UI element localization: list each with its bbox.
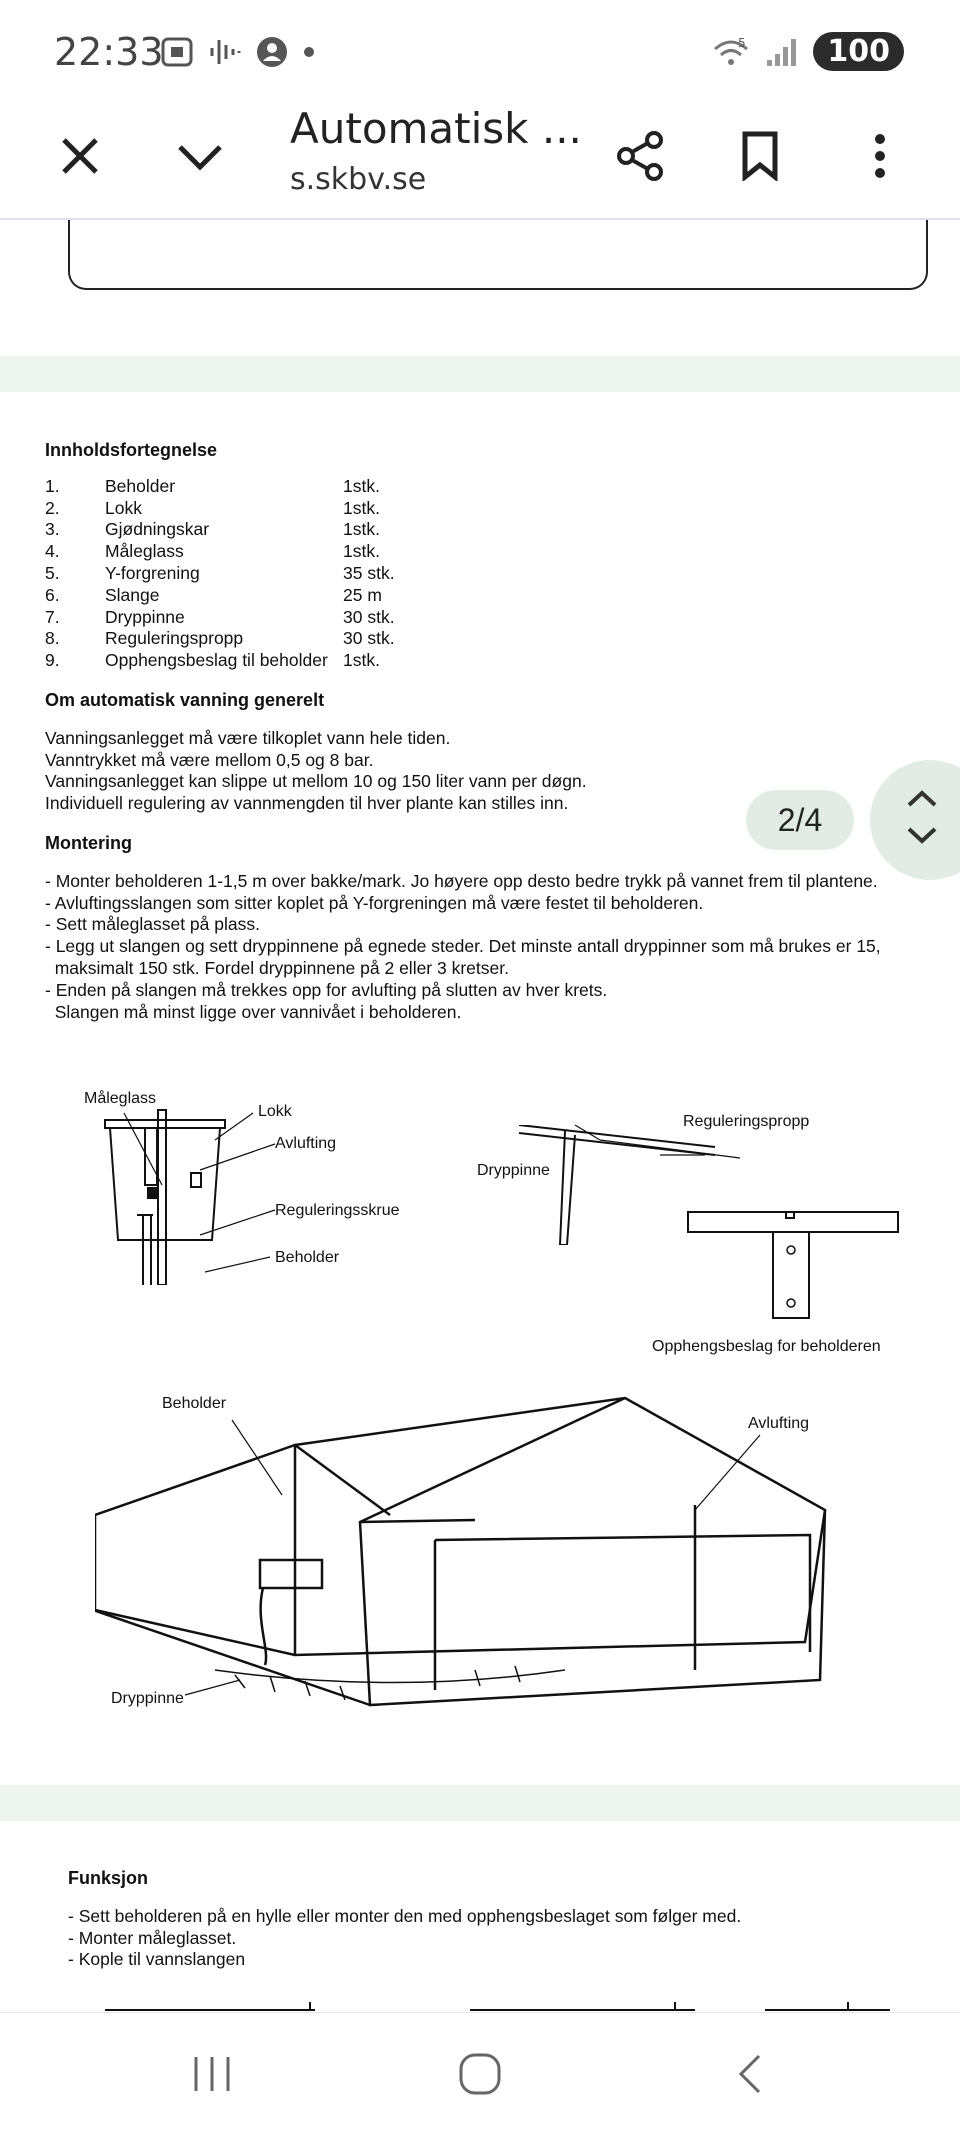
contents-item-qty: 30 stk. — [343, 606, 395, 627]
recents-icon — [190, 2053, 234, 2095]
mounting-line: - Enden på slangen må trekkes opp for avlufting på slutten av hver krets. — [45, 979, 608, 1000]
recents-button[interactable] — [172, 2039, 252, 2109]
back-button[interactable] — [710, 2039, 790, 2109]
battery-level: 100 — [813, 32, 904, 71]
dot-icon — [302, 45, 316, 59]
audio-icon — [208, 36, 242, 68]
close-button[interactable] — [44, 120, 116, 192]
label-reguleringsskrue: Reguleringsskrue — [275, 1202, 400, 1219]
function-paragraph — [68, 1906, 741, 1971]
mounting-line: Slangen må minst ligge over vannivået i beholderen. — [45, 1001, 462, 1022]
close-icon — [60, 136, 100, 176]
contents-item-num: 9. — [45, 650, 60, 671]
contents-heading: Innholdsfortegnelse — [45, 440, 218, 460]
function-line: - Sett beholderen på en hylle eller monter den med opphengsbeslaget som følger med. — [68, 1905, 742, 1926]
more-vert-icon — [873, 133, 887, 179]
contents-item-qty: 1stk. — [343, 519, 380, 540]
account-icon — [256, 36, 288, 68]
label-gh-dryppinne: Dryppinne — [111, 1690, 184, 1707]
contents-item-qty: 1stk. — [343, 475, 380, 496]
contents-item-name: Slange — [105, 584, 160, 605]
signal-icon — [765, 36, 799, 68]
contents-item-qty: 35 stk. — [343, 562, 395, 583]
mounting-line: - Sett måleglasset på plass. — [45, 914, 260, 935]
page-title: Automatisk ... — [290, 104, 582, 153]
contents-item-name: Opphengsbeslag til beholder — [105, 650, 328, 671]
mounting-heading: Montering — [45, 832, 132, 853]
mounting-line: - Avluftingsslangen som sitter koplet på Y-forgreningen må være festet til beholderen. — [45, 892, 704, 913]
function-heading: Funksjon — [68, 1868, 148, 1888]
general-line: Individuell regulering av vannmengden til hver plante kan stilles inn. — [45, 793, 569, 814]
general-line: Vanntrykket må være mellom 0,5 og 8 bar. — [45, 749, 374, 770]
contents-item-num: 4. — [45, 541, 60, 562]
system-nav-bar — [0, 2012, 960, 2134]
label-maleglass: Måleglass — [84, 1090, 157, 1107]
label-reguleringspropp: Reguleringspropp — [683, 1113, 810, 1130]
bookmark-button[interactable] — [724, 120, 796, 192]
label-dryppinne: Dryppinne — [477, 1162, 550, 1179]
contents-item-name: Gjødningskar — [105, 519, 210, 540]
general-line: Vanningsanlegget kan slippe ut mellom 10 og 150 liter vann per døgn. — [45, 771, 587, 792]
browser-toolbar — [0, 100, 960, 220]
contents-item-name: Måleglass — [105, 541, 184, 562]
contents-item-num: 6. — [45, 584, 60, 605]
contents-item-qty: 1stk. — [343, 650, 380, 671]
minimize-button[interactable] — [164, 120, 236, 192]
label-avlufting: Avlufting — [275, 1135, 337, 1152]
next-page-figure-fragment — [100, 2000, 900, 2012]
general-heading: Om automatisk vanning generelt — [45, 689, 325, 710]
contents-item-name: Lokk — [105, 497, 142, 518]
contents-item-num: 8. — [45, 628, 60, 649]
screenshot-icon — [160, 36, 194, 68]
label-opphengsbeslag: Opphengsbeslag for beholderen — [652, 1338, 881, 1355]
general-line: Vanningsanlegget må være tilkoplet vann hele tiden. — [45, 727, 451, 748]
label-gh-avlufting: Avlufting — [748, 1415, 810, 1432]
status-time: 22:33 — [54, 30, 164, 74]
back-icon — [735, 2052, 765, 2096]
mounting-line: maksimalt 150 stk. Fordel dryppinnene på 2 eller 3 kretser. — [45, 957, 509, 978]
more-options-button[interactable] — [844, 120, 916, 192]
mounting-line: - Monter beholderen 1-1,5 m over bakke/mark. Jo høyere opp desto bedre trykk på vannet frem til plantene. — [45, 870, 878, 891]
contents-item-num: 2. — [45, 497, 60, 518]
page-url[interactable]: s.skbv.se — [290, 162, 427, 197]
function-line: - Kople til vannslangen — [68, 1949, 246, 1970]
page-separator — [0, 1785, 960, 1821]
wifi-badge: 5 — [738, 35, 747, 50]
function-line: - Monter måleglasset. — [68, 1927, 237, 1948]
contents-item-qty: 1stk. — [343, 541, 380, 562]
greenhouse-leader-lines — [0, 220, 960, 2012]
contents-item-qty: 25 m — [343, 584, 382, 605]
page-indicator: 2/4 — [746, 790, 854, 850]
contents-item-name: Reguleringspropp — [105, 628, 244, 649]
status-bar — [0, 0, 960, 100]
mounting-line: - Legg ut slangen og sett dryppinnene på egnede steder. Det minste antall dryppinner som må brukes er 15, — [45, 936, 881, 957]
wifi-icon — [711, 35, 751, 69]
share-icon — [614, 130, 666, 182]
label-beholder: Beholder — [275, 1249, 340, 1266]
status-system-icons — [711, 32, 904, 71]
chevron-down-icon — [176, 141, 224, 171]
contents-item-qty: 30 stk. — [343, 628, 395, 649]
contents-item-name: Beholder — [105, 475, 176, 496]
bookmark-icon — [740, 131, 780, 181]
home-button[interactable] — [440, 2039, 520, 2109]
status-notification-icons — [160, 36, 316, 68]
contents-item-qty: 1stk. — [343, 497, 380, 518]
contents-item-num: 3. — [45, 519, 60, 540]
contents-item-num: 1. — [45, 475, 60, 496]
label-lokk: Lokk — [258, 1103, 292, 1120]
function-section — [68, 1868, 741, 1971]
contents-item-name: Dryppinne — [105, 606, 185, 627]
contents-item-name: Y-forgrening — [105, 562, 200, 583]
home-icon — [458, 2052, 502, 2096]
contents-item-num: 7. — [45, 606, 60, 627]
contents-item-num: 5. — [45, 562, 60, 583]
share-button[interactable] — [604, 120, 676, 192]
document-viewer[interactable] — [0, 220, 960, 2012]
label-gh-beholder: Beholder — [162, 1395, 227, 1412]
